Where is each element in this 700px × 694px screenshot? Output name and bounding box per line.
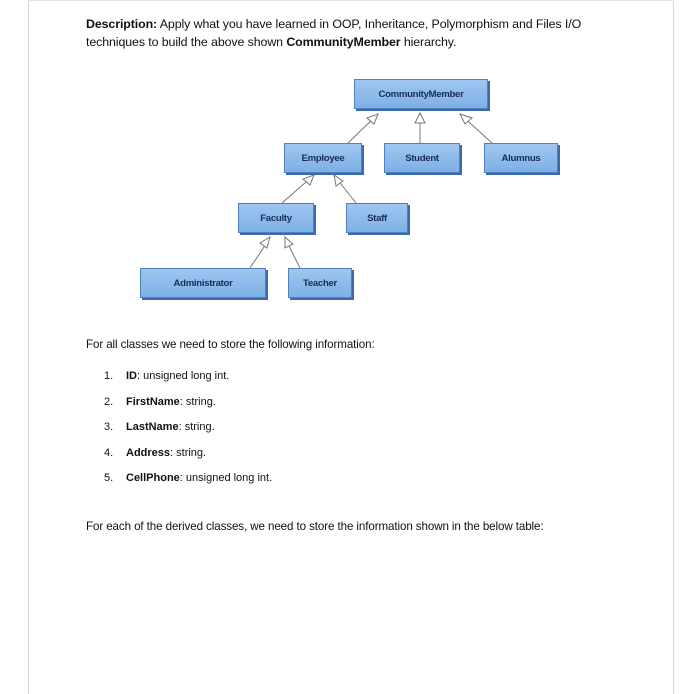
derived-intro: For each of the derived classes, we need to store the information shown in the below table: bbox=[86, 520, 544, 533]
node-employee: Employee bbox=[284, 143, 362, 173]
node-student: Student bbox=[384, 143, 460, 173]
list-item-number: 4. bbox=[104, 446, 114, 459]
arrowhead-administrator-faculty bbox=[260, 237, 270, 248]
node-communitymember: CommunityMember bbox=[354, 79, 488, 109]
field-name: ID bbox=[126, 370, 137, 382]
list-item-number: 5. bbox=[104, 472, 114, 484]
list-item-number: 3. bbox=[104, 421, 114, 433]
field-name: Address bbox=[126, 446, 171, 459]
list-item bbox=[104, 470, 272, 496]
fields-list bbox=[104, 368, 272, 496]
description-line2-pre: techniques to build the above shown bbox=[86, 35, 287, 49]
node-administrator: Administrator bbox=[140, 268, 266, 298]
info-intro: For all classes we need to store the following information: bbox=[86, 338, 375, 351]
list-item bbox=[104, 368, 272, 394]
field-name: FirstName bbox=[126, 395, 180, 408]
description-label: Description: bbox=[86, 17, 158, 31]
node-alumnus: Alumnus bbox=[484, 143, 558, 173]
list-item bbox=[104, 394, 272, 420]
arrowhead-teacher-faculty bbox=[285, 237, 293, 248]
description-line1: Apply what you have learned in OOP, Inheritance, Polymorphism and Files I/O bbox=[159, 17, 582, 31]
arrowhead-student-communitymember bbox=[415, 113, 425, 123]
field-type: : unsigned long int. bbox=[137, 370, 230, 382]
field-type: : string. bbox=[170, 446, 207, 459]
list-item-number: 1. bbox=[104, 370, 114, 382]
field-type: : unsigned long int. bbox=[179, 472, 273, 484]
field-type: : string. bbox=[179, 395, 216, 408]
field-name: LastName bbox=[126, 421, 179, 433]
description-line2-post: hierarchy. bbox=[400, 35, 457, 49]
list-item bbox=[104, 419, 272, 445]
node-teacher: Teacher bbox=[288, 268, 352, 298]
arrowhead-alumnus-communitymember bbox=[460, 114, 472, 124]
list-item bbox=[104, 445, 272, 471]
field-type: : string. bbox=[178, 421, 215, 433]
node-staff: Staff bbox=[346, 203, 408, 233]
description-line2-bold: CommunityMember bbox=[286, 35, 401, 49]
class-hierarchy-diagram bbox=[0, 0, 700, 320]
node-faculty: Faculty bbox=[238, 203, 314, 233]
field-name: CellPhone bbox=[126, 472, 180, 484]
list-item-number: 2. bbox=[104, 395, 114, 408]
